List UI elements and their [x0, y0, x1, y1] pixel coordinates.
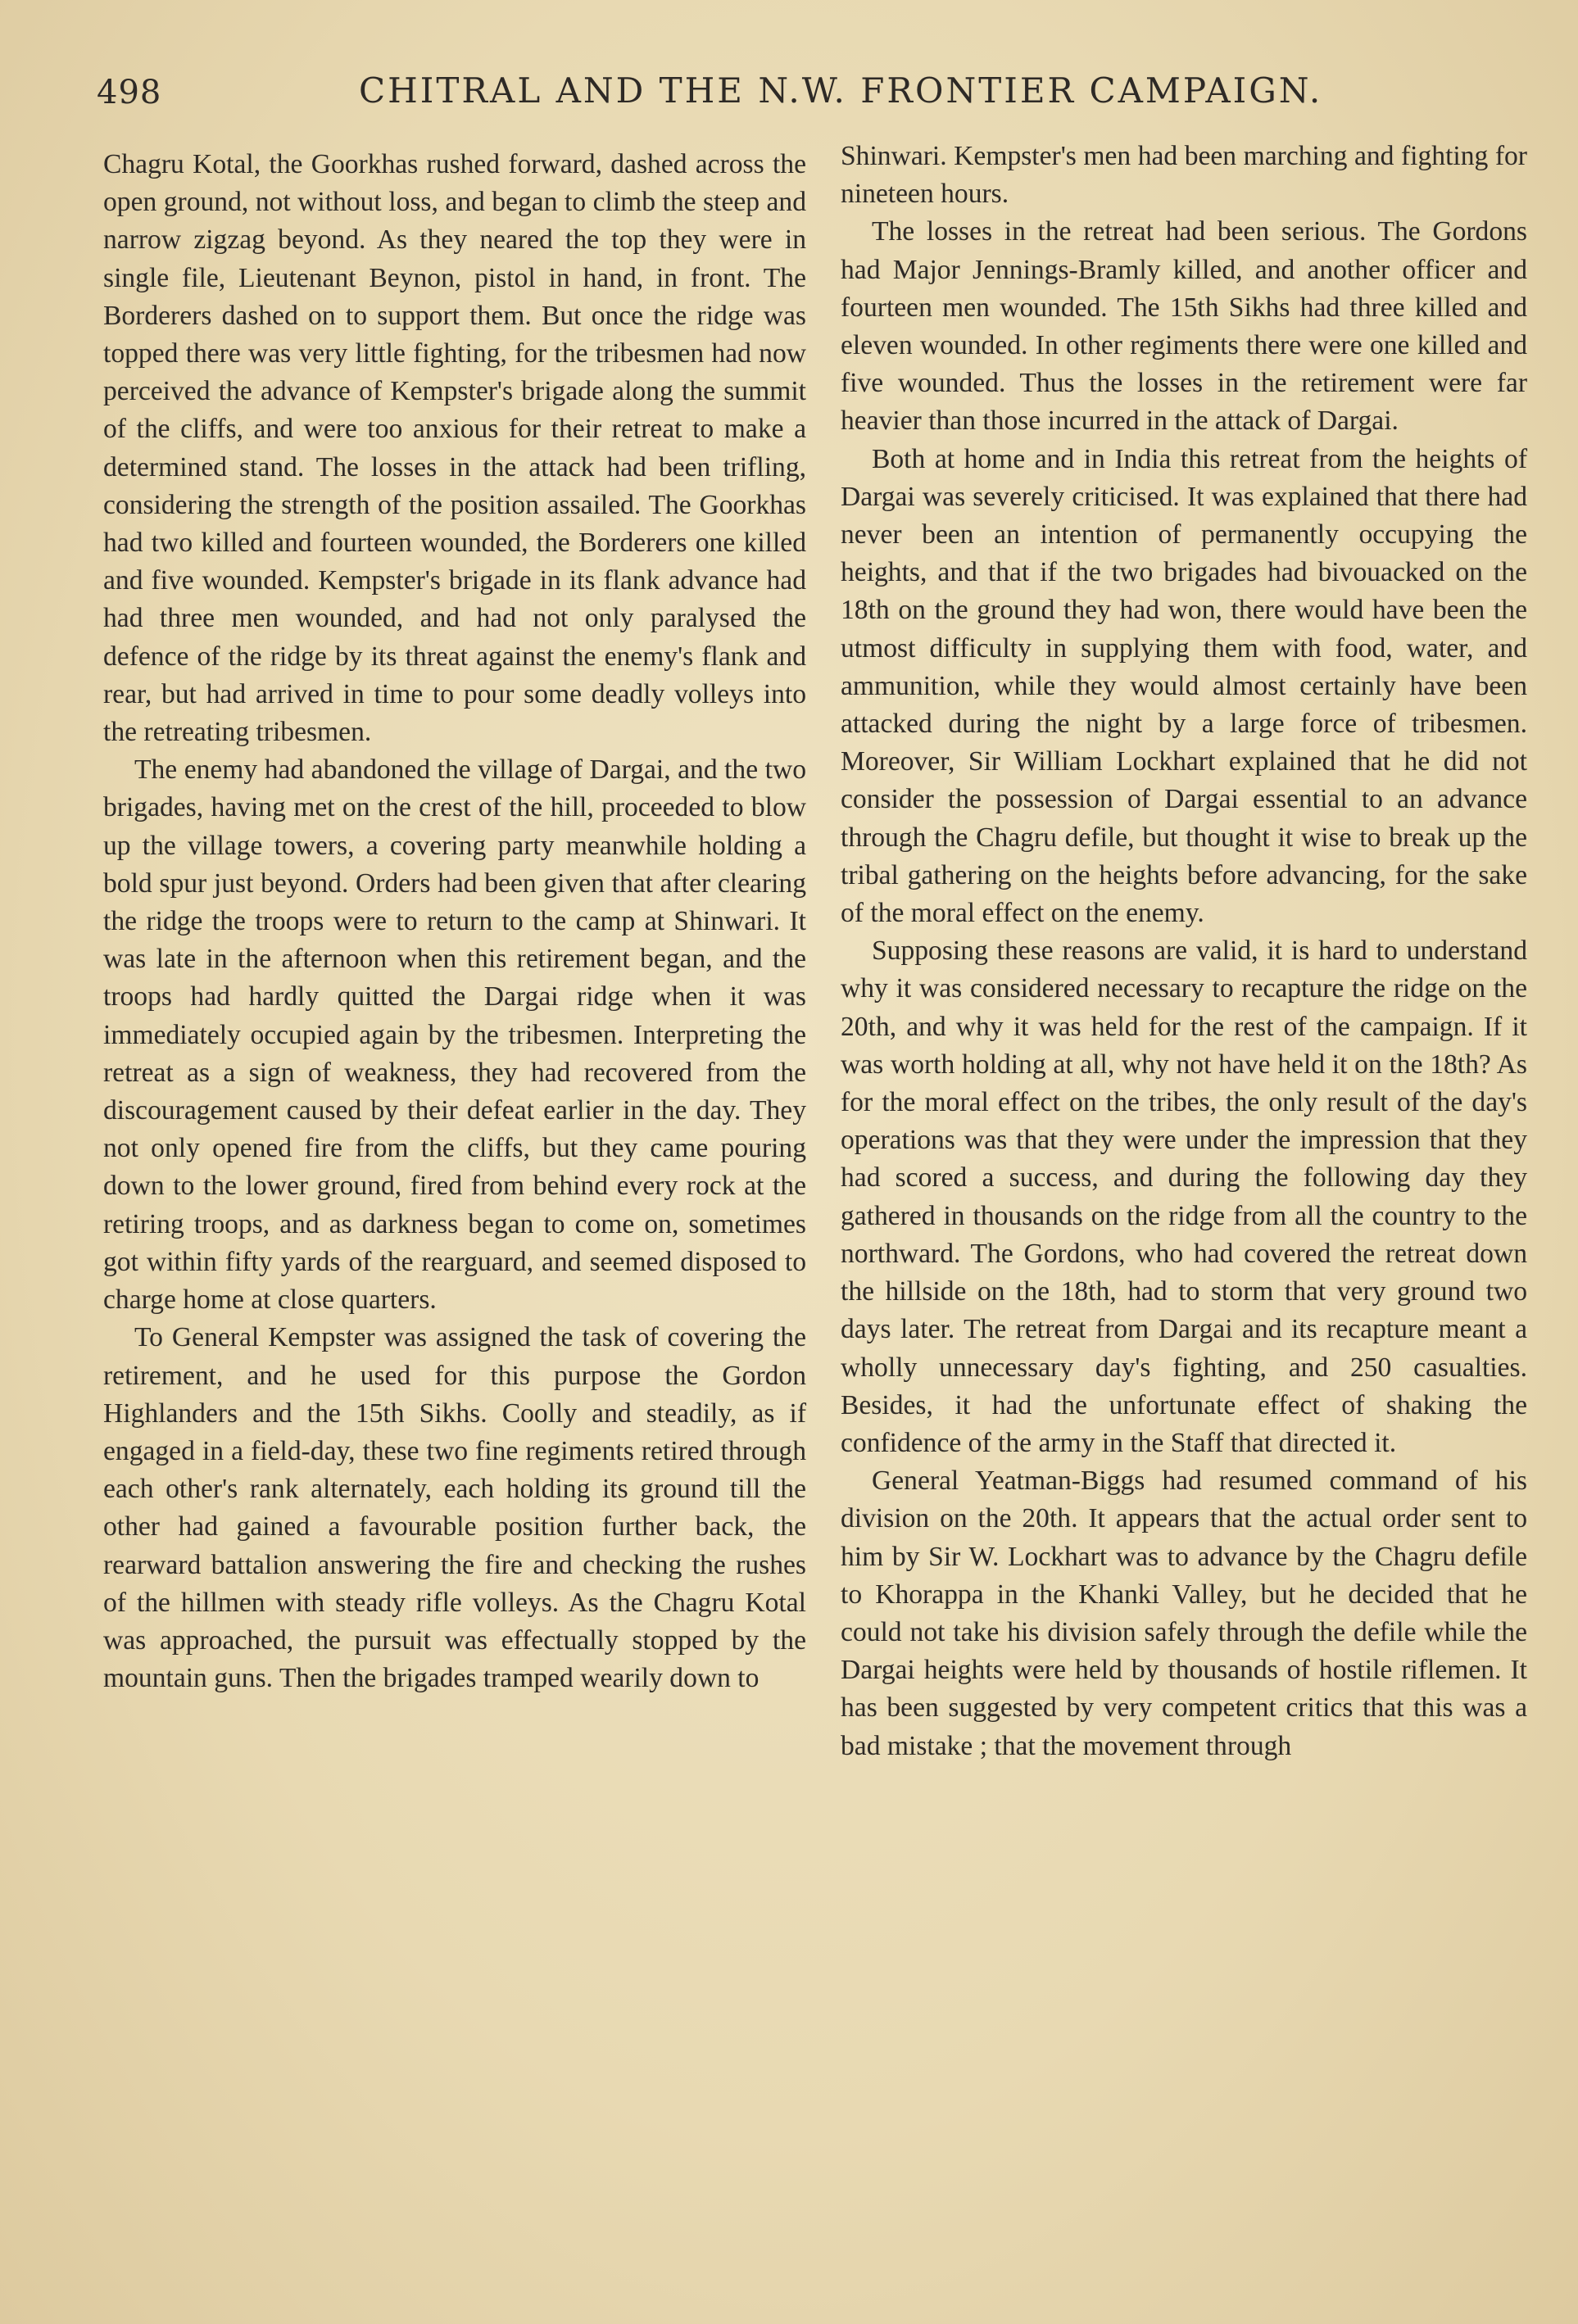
paragraph: Chagru Kotal, the Goorkhas rushed forward, dashed across the open ground, not without loss, and began to climb the steep and narrow zigzag beyond. As they neared the top they were in single file, Lieutenant Beynon, pistol in hand, in front. The Borderers dashed on to support them. But once the ridge was topped there was very little fighting, for the tribesmen had now perceived the advance of Kempster's brigade along the summit of the cliffs, and were too anxious for their retreat to make a determined stand. The losses in the attack had been trifling, considering the strength of the position assailed. The Goorkhas had two killed and fourteen wounded, the Borderers one killed and five wounded. Kempster's brigade in its flank advance had had three men wounded, and had not only paralysed the defence of the ridge by its threat against the enemy's flank and rear, but had arrived in time to pour some deadly volleys into the retreating tribesmen. — [103, 149, 806, 748]
page-header — [97, 64, 1522, 121]
paragraph: Supposing these reasons are valid, it is hard to understand why it was considered necessary to recapture the ridge on the 20th, and why it was held for the rest of the campaign. If it was worth holding at all, why not have held it on the 18th? As for the moral effect on the tribes, the only result of the day's operations was that they were under the impression that they had scored a success, and during the following day they gathered in thousands on the ridge from all the country to the northward. The Gordons, who had covered the retreat down the hillside on the 18th, had to storm that very ground two days later. The retreat from Dargai and its recapture meant a wholly unnecessary day's fighting, and 250 casualties. Besides, it had the unfortunate effect of shaking the confidence of the army in the Staff that directed it. — [841, 935, 1527, 1458]
paragraph: The enemy had abandoned the village of Dargai, and the two brigades, having met on the crest of the hill, proceeded to blow up the village towers, a covering party meanwhile holding a bold spur just beyond. Orders had been given that after clearing the ridge the troops were to return to the camp at Shinwari. It was late in the afternoon when this retirement began, and the troops had hardly quitted the Dargai ridge when it was immediately occupied again by the tribesmen. Interpreting the retreat as a sign of weakness, they had recovered from the discouragement caused by their defeat earlier in the day. They not only opened fire from the cliffs, but they came pouring down to the lower ground, fired from behind every rock at the retiring troops, and as darkness began to come on, sometimes got within fifty yards of the rearguard, and seemed disposed to charge home at close quarters. — [103, 754, 806, 1316]
paragraph: Shinwari. Kempster's men had been marching and fighting for nineteen hours. — [841, 141, 1527, 210]
paragraph: Both at home and in India this retreat from the heights of Dargai was severely criticised. It was explained that there had never been an intention of permanently occupying the heights, and that if the two brigades had bivouacked on the 18th on the ground they had won, there would have been the utmost difficulty in supplying them with food, water, and ammunition, while they would almost certainly have been attacked during the night by a large force of tribesmen. Moreover, Sir William Lockhart explained that he did not consider the possession of Dargai essential to an advance through the Chagru defile, but thought it wise to break up the tribal gathering on the heights before advancing, for the sake of the moral effect on the enemy. — [841, 443, 1527, 929]
page-number: 498 — [97, 74, 162, 111]
paragraph: The losses in the retreat had been serious. The Gordons had Major Jennings-Bramly killed, and another officer and fourteen men wounded. The 15th Sikhs had three killed and eleven wounded. In other regiments there were one killed and five wounded. Thus the losses in the retirement were far heavier than those incurred in the attack of Dargai. — [841, 216, 1527, 437]
paragraph: General Yeatman-Biggs had resumed command of his division on the 20th. It appears that the actual order sent to him by Sir W. Lockhart was to advance by the Chagru defile to Khorappa in the Khanki Valley, but he decided that he could not take his division safely through the defile while the Dargai heights were held by thousands of hostile riflemen. It has been suggested by very competent critics that this was a bad mistake ; that the movement through — [841, 1466, 1527, 1761]
running-head: CHITRAL AND THE N.W. FRONTIER CAMPAIGN. — [359, 70, 1323, 111]
right-column — [841, 138, 1527, 1765]
paragraph: To General Kempster was assigned the task of covering the retirement, and he used for this purpose the Gordon Highlanders and the 15th Sikhs. Coolly and steadily, as if engaged in a field-day, these two fine regiments retired through each other's rank alternately, each holding its ground till the other had gained a favourable position further back, the rearward battalion answering the fire and checking the rushes of the hillmen with steady rifle volleys. As the Chagru Kotal was approached, the pursuit was effectually stopped by the mountain guns. Then the brigades tramped wearily down to — [103, 1322, 806, 1694]
left-column — [103, 146, 806, 1697]
